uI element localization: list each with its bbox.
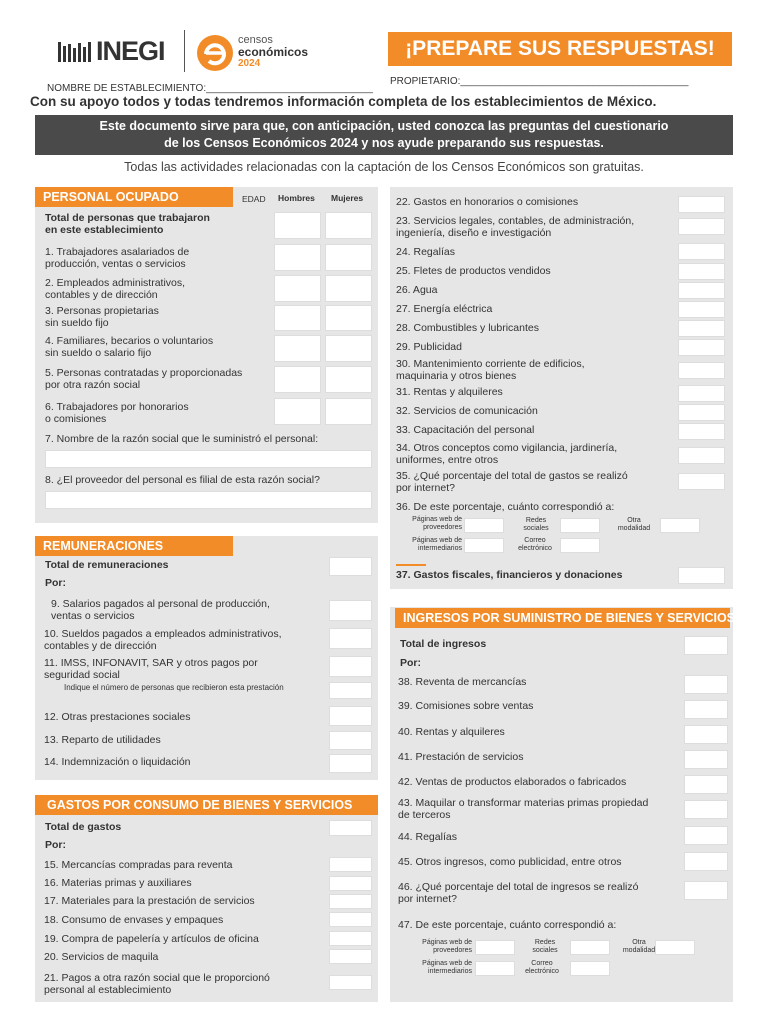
q34-label: 34. Otros conceptos como vigilancia, jardinería, uniformes, entre otros [396,442,618,466]
censos-word-1: censos [238,34,273,46]
q33-label: 33. Capacitación del personal [396,424,535,436]
q21-input[interactable] [329,975,372,990]
ingresos-por: Por: [400,657,421,669]
q8-input[interactable] [45,491,372,509]
q36-web-prov-label: Páginas web de proveedores [412,516,462,531]
censos-logo [196,30,336,74]
q44-input[interactable] [684,826,728,845]
q32-label: 32. Servicios de comunicación [396,405,538,417]
q47-redes-input[interactable] [570,940,610,955]
q1-label: 1. Trabajadores asalariados de producción, ventas o servicios [45,246,190,270]
q14-input[interactable] [329,754,372,773]
q4-mujeres[interactable] [325,335,372,362]
remuneraciones-total-input[interactable] [329,557,372,576]
q33-input[interactable] [678,423,725,440]
gastos-por: Por: [45,839,66,851]
q20-input[interactable] [329,949,372,964]
q6-hombres[interactable] [274,398,321,425]
inegi-mark-icon [58,40,92,64]
q26-input[interactable] [678,282,725,299]
ingresos-header: INGRESOS POR SUMINISTRO DE BIENES Y SERVICIOS [395,608,730,628]
q36-correo-input[interactable] [560,538,600,553]
q9-label: 9. Salarios pagados al personal de producción, ventas o servicios [51,598,270,622]
q14-label: 14. Indemnización o liquidación [44,756,191,768]
q25-label: 25. Fletes de productos vendidos [396,265,551,277]
q19-label: 19. Compra de papelería y artículos de oficina [44,933,259,945]
gastos-header: GASTOS POR CONSUMO DE BIENES Y SERVICIOS [35,795,378,815]
q47-correo-label: Correo electrónico [525,960,559,975]
q45-label: 45. Otros ingresos, como publicidad, entre otros [398,856,622,868]
q47-web-inter-label: Páginas web de intermediarios [422,960,472,975]
q4-hombres[interactable] [274,335,321,362]
q10-input[interactable] [329,628,372,649]
personal-total-label: Total de personas que trabajaron en este establecimiento [45,212,210,236]
q39-input[interactable] [684,700,728,719]
q1-mujeres[interactable] [325,244,372,271]
censos-word-2: económicos [238,45,309,59]
q6-label: 6. Trabajadores por honorarios o comisiones [45,401,189,425]
q36-label: 36. De este porcentaje, cuánto correspondió a: [396,501,615,513]
q47-correo-input[interactable] [570,961,610,976]
q27-label: 27. Energía eléctrica [396,303,493,315]
q36-otra-input[interactable] [660,518,700,533]
inegi-wordmark: INEGI [96,36,165,66]
q4-label: 4. Familiares, becarios o voluntarios sin sueldo o salario fijo [45,335,214,359]
q20-label: 20. Servicios de maquila [44,951,159,963]
q3-hombres[interactable] [274,305,321,331]
q36-redes-input[interactable] [560,518,600,533]
q40-input[interactable] [684,725,728,744]
q36-redes-label: Redes sociales [523,517,549,532]
q7-label: 7. Nombre de la razón social que le suministró el personal: [45,433,319,445]
q46-label: 46. ¿Qué porcentaje del total de ingresos se realizó por internet? [398,881,639,905]
censos-year: 2024 [238,58,261,69]
col-mujeres: Mujeres [331,193,364,203]
q36-web-inter-label: Páginas web de intermediarios [412,537,462,552]
q32-input[interactable] [678,404,725,421]
q31-label: 31. Rentas y alquileres [396,386,503,398]
personal-total-mujeres[interactable] [325,212,372,239]
q47-web-inter-input[interactable] [475,961,515,976]
q26-label: 26. Agua [396,284,438,296]
q1-hombres[interactable] [274,244,321,271]
q43-label: 43. Maquilar o transformar materias primas propiedad de terceros [398,797,649,821]
q35-input[interactable] [678,473,725,490]
q47-web-prov-label: Páginas web de proveedores [422,939,472,954]
q25-input[interactable] [678,263,725,280]
q5-hombres[interactable] [274,366,321,393]
q36-web-prov-input[interactable] [464,518,504,533]
q21-label: 21. Pagos a otra razón social que le proporcionó personal al establecimiento [44,972,270,996]
q47-otra-input[interactable] [655,940,695,955]
q36-correo-label: Correo electrónico [518,537,552,552]
col-edad: EDAD [242,194,266,204]
q15-label: 15. Mercancías compradas para reventa [44,859,233,871]
free-note: Todas las actividades relacionadas con la captación de los Censos Económicos son gratuitas. [124,160,644,174]
q46-input[interactable] [684,881,728,900]
q13-input[interactable] [329,731,372,750]
q5-label: 5. Personas contratadas y proporcionadas por otra razón social [45,367,243,391]
q17-input[interactable] [329,894,372,909]
q11-input[interactable] [329,656,372,677]
q11-note: Indique el número de personas que recibieron esta prestación [64,683,284,692]
q35-label: 35. ¿Qué porcentaje del total de gastos se realizó por internet? [396,470,628,494]
q36-otra-label: Otra modalidad [617,517,651,532]
q23-label: 23. Servicios legales, contables, de administración, ingeniería, diseño e investigación [396,215,635,239]
q13-label: 13. Reparto de utilidades [44,734,161,746]
q17-label: 17. Materiales para la prestación de servicios [44,895,255,907]
gastos-total-label: Total de gastos [45,821,122,833]
q18-input[interactable] [329,912,372,927]
q2-mujeres[interactable] [325,275,372,302]
q41-input[interactable] [684,750,728,769]
q19-input[interactable] [329,931,372,946]
q36-web-inter-input[interactable] [464,538,504,553]
q3-mujeres[interactable] [325,305,372,331]
q47-otra-label: Otra modalidad [622,939,656,954]
q44-label: 44. Regalías [398,831,457,843]
q38-input[interactable] [684,675,728,694]
q37-label: 37. Gastos fiscales, financieros y donaciones [396,569,623,581]
q22-input[interactable] [678,196,725,213]
ingresos-total-input[interactable] [684,636,728,655]
gastos-total-input[interactable] [329,820,372,836]
notice-line-1: Este documento sirve para que, con anticipación, usted conozca las preguntas del cuestionario [99,119,669,133]
q23-input[interactable] [678,218,725,235]
remuneraciones-total-label: Total de remuneraciones [45,559,169,571]
q10-label: 10. Sueldos pagados a empleados administrativos, contables y de dirección [44,628,282,652]
q8-label: 8. ¿El proveedor del personal es filial de esta razón social? [45,474,320,486]
q29-label: 29. Publicidad [396,341,462,353]
q15-input[interactable] [329,857,372,872]
q27-input[interactable] [678,301,725,318]
q47-redes-label: Redes sociales [532,939,558,954]
q11-persons-input[interactable] [329,682,372,699]
q45-input[interactable] [684,852,728,871]
propietario-label: PROPIETARIO:_________________________________________ [390,76,689,87]
nombre-establecimiento-label: NOMBRE DE ESTABLECIMIENTO:______________________________ [47,83,373,94]
personal-total-hombres[interactable] [274,212,321,239]
q40-label: 40. Rentas y alquileres [398,726,505,738]
ingresos-total-label: Total de ingresos [400,638,487,650]
q28-label: 28. Combustibles y lubricantes [396,322,539,334]
q24-label: 24. Regalías [396,246,455,258]
q12-input[interactable] [329,706,372,726]
q42-label: 42. Ventas de productos elaborados o fabricados [398,776,627,788]
q47-label: 47. De este porcentaje, cuánto correspondió a: [398,919,617,931]
q43-input[interactable] [684,800,728,819]
notice-bar [35,115,733,155]
q2-hombres[interactable] [274,275,321,302]
q24-input[interactable] [678,243,725,260]
q42-input[interactable] [684,775,728,794]
q3-label: 3. Personas propietarias sin sueldo fijo [45,305,159,329]
q9-input[interactable] [329,600,372,621]
q37-input[interactable] [678,567,725,584]
q11-label: 11. IMSS, INFONAVIT, SAR y otros pagos por seguridad social [44,657,258,681]
q31-input[interactable] [678,385,725,402]
personal-header: PERSONAL OCUPADO [35,187,233,207]
q16-label: 16. Materias primas y auxiliares [44,877,192,889]
q5-mujeres[interactable] [325,366,372,393]
q41-label: 41. Prestación de servicios [398,751,524,763]
q29-input[interactable] [678,339,725,356]
inegi-logo [58,38,178,66]
q12-label: 12. Otras prestaciones sociales [44,711,191,723]
subtitle: Con su apoyo todos y todas tendremos información completa de los establecimientos de México. [30,94,657,109]
q39-label: 39. Comisiones sobre ventas [398,700,534,712]
q22-label: 22. Gastos en honorarios o comisiones [396,196,579,208]
q7-input[interactable] [45,450,372,468]
q18-label: 18. Consumo de envases y empaques [44,914,224,926]
q6-mujeres[interactable] [325,398,372,425]
q47-web-prov-input[interactable] [475,940,515,955]
q2-label: 2. Empleados administrativos, contables y de dirección [45,277,186,301]
notice-line-2: de los Censos Económicos 2024 y nos ayude preparando sus respuestas. [164,136,604,150]
q16-input[interactable] [329,876,372,891]
logo-divider [184,30,185,72]
q37-accent-line [396,564,426,566]
q30-label: 30. Mantenimiento corriente de edificios, maquinaria y otros bienes [396,358,585,382]
q30-input[interactable] [678,362,725,379]
q38-label: 38. Reventa de mercancías [398,676,527,688]
q28-input[interactable] [678,320,725,337]
col-hombres: Hombres [278,193,315,203]
remuneraciones-por: Por: [45,577,66,589]
q34-input[interactable] [678,447,725,464]
prepare-banner: ¡PREPARE SUS RESPUESTAS! [388,32,732,66]
censos-e-icon [196,34,234,72]
remuneraciones-header: REMUNERACIONES [35,536,233,556]
